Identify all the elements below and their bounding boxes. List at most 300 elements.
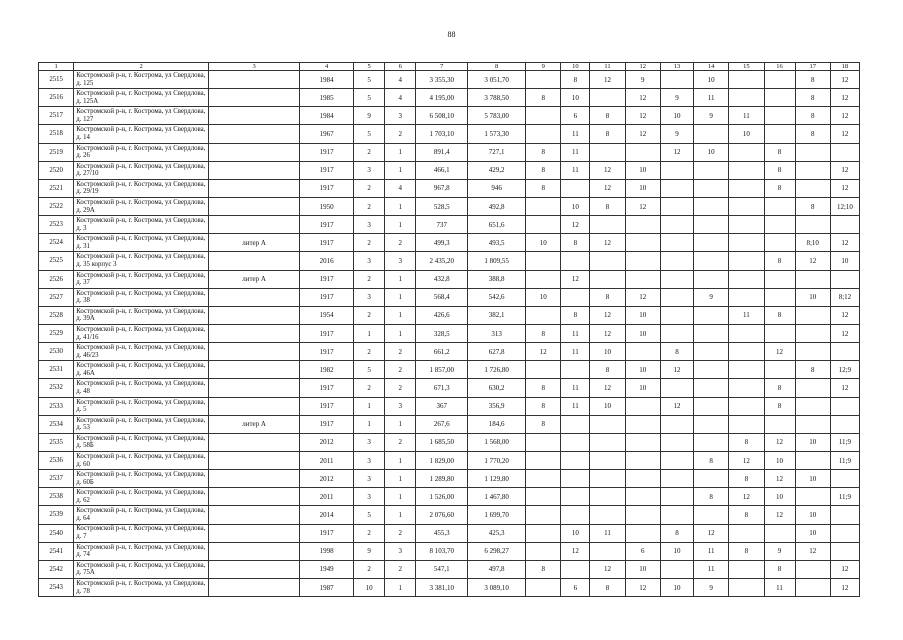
table-cell: 8 bbox=[561, 71, 590, 89]
table-cell: 8 bbox=[729, 542, 764, 560]
table-cell: 9 bbox=[660, 125, 693, 143]
table-cell: 11 bbox=[561, 397, 590, 415]
table-cell bbox=[729, 578, 764, 596]
table-cell bbox=[830, 143, 859, 161]
table-cell bbox=[660, 288, 693, 306]
address-cell: Костромской р-н, г. Кострома, ул Свердлова, д. 39А bbox=[74, 306, 209, 324]
table-cell bbox=[694, 415, 729, 433]
table-cell bbox=[208, 397, 299, 415]
row-number-cell: 2516 bbox=[39, 89, 74, 107]
table-cell: 2 bbox=[354, 197, 385, 215]
table-cell bbox=[208, 288, 299, 306]
table-cell bbox=[526, 524, 561, 542]
table-cell bbox=[660, 433, 693, 451]
address-cell: Костромской р-н, г. Кострома, ул Свердлова, д. 74 bbox=[74, 542, 209, 560]
table-cell bbox=[208, 89, 299, 107]
table-cell: 1985 bbox=[300, 89, 354, 107]
table-cell: 3 355,30 bbox=[416, 71, 468, 89]
column-header: 14 bbox=[694, 63, 729, 71]
table-cell: 6 298,27 bbox=[468, 542, 526, 560]
table-cell bbox=[729, 89, 764, 107]
table-cell: 12 bbox=[590, 379, 625, 397]
table-cell: 2 bbox=[354, 270, 385, 288]
table-cell bbox=[729, 234, 764, 252]
table-cell: 12 bbox=[764, 343, 795, 361]
table-cell: 10 bbox=[830, 252, 859, 270]
table-cell: 528,5 bbox=[416, 197, 468, 215]
table-row bbox=[39, 197, 860, 215]
row-number-cell: 2520 bbox=[39, 161, 74, 179]
table-cell: 12;10 bbox=[830, 197, 859, 215]
row-number-cell: 2521 bbox=[39, 179, 74, 197]
table-row bbox=[39, 343, 860, 361]
table-cell bbox=[830, 524, 859, 542]
table-cell: 627,8 bbox=[468, 343, 526, 361]
table-cell bbox=[729, 270, 764, 288]
table-cell: 1954 bbox=[300, 306, 354, 324]
table-cell: 1 568,00 bbox=[468, 433, 526, 451]
table-cell bbox=[694, 179, 729, 197]
table-cell: 493,5 bbox=[468, 234, 526, 252]
table-cell: 9 bbox=[660, 89, 693, 107]
table-cell: 1 bbox=[385, 578, 416, 596]
table-cell: 184,6 bbox=[468, 415, 526, 433]
table-cell: 3 bbox=[354, 451, 385, 469]
table-row bbox=[39, 433, 860, 451]
table-cell bbox=[729, 71, 764, 89]
address-cell: Костромской р-н, г. Кострома, ул Свердлова, д. 29/19 bbox=[74, 179, 209, 197]
table-cell: 1917 bbox=[300, 379, 354, 397]
table-cell: 1 467,80 bbox=[468, 488, 526, 506]
table-cell bbox=[660, 216, 693, 234]
table-cell: 1 bbox=[385, 306, 416, 324]
table-cell: 8 bbox=[526, 560, 561, 578]
table-cell bbox=[694, 506, 729, 524]
table-cell bbox=[208, 542, 299, 560]
table-cell bbox=[660, 270, 693, 288]
table-cell bbox=[830, 397, 859, 415]
table-cell: 651,6 bbox=[468, 216, 526, 234]
table-cell bbox=[590, 542, 625, 560]
row-number-cell: 2528 bbox=[39, 306, 74, 324]
table-cell: 8 bbox=[694, 451, 729, 469]
table-cell bbox=[729, 524, 764, 542]
column-header: 6 bbox=[385, 63, 416, 71]
table-cell: 547,1 bbox=[416, 560, 468, 578]
table-cell: 12 bbox=[660, 143, 693, 161]
table-cell bbox=[208, 324, 299, 342]
table-cell bbox=[795, 578, 830, 596]
row-number-cell: 2536 bbox=[39, 451, 74, 469]
table-cell bbox=[590, 89, 625, 107]
table-cell: 6 bbox=[561, 578, 590, 596]
table-cell: 1917 bbox=[300, 161, 354, 179]
table-cell: 6 bbox=[561, 107, 590, 125]
table-cell: 12 bbox=[590, 560, 625, 578]
table-cell: 12 bbox=[526, 343, 561, 361]
table-cell bbox=[729, 161, 764, 179]
row-number-cell: 2535 bbox=[39, 433, 74, 451]
table-cell: 8 bbox=[795, 107, 830, 125]
table-cell: 8 bbox=[764, 161, 795, 179]
table-cell: 3 bbox=[354, 252, 385, 270]
table-cell: 3 bbox=[354, 288, 385, 306]
table-cell bbox=[526, 270, 561, 288]
table-cell: 1984 bbox=[300, 71, 354, 89]
table-cell: 737 bbox=[416, 216, 468, 234]
table-cell: 1 bbox=[385, 270, 416, 288]
table-row bbox=[39, 361, 860, 379]
table-cell: 1917 bbox=[300, 524, 354, 542]
row-number-cell: 2534 bbox=[39, 415, 74, 433]
table-cell: 8 bbox=[729, 470, 764, 488]
table-cell: 8 bbox=[795, 125, 830, 143]
table-cell: 432,8 bbox=[416, 270, 468, 288]
column-header: 11 bbox=[590, 63, 625, 71]
table-cell bbox=[764, 524, 795, 542]
table-row bbox=[39, 270, 860, 288]
table-cell bbox=[561, 470, 590, 488]
table-cell: 10 bbox=[764, 488, 795, 506]
row-number-cell: 2518 bbox=[39, 125, 74, 143]
table-cell bbox=[208, 71, 299, 89]
table-cell: 5 783,00 bbox=[468, 107, 526, 125]
table-cell bbox=[694, 161, 729, 179]
column-header: 1 bbox=[39, 63, 74, 71]
table-cell: 425,3 bbox=[468, 524, 526, 542]
table-cell: литер А bbox=[208, 415, 299, 433]
table-row bbox=[39, 161, 860, 179]
address-cell: Костромской р-н, г. Кострома, ул Свердлова, д. 29А bbox=[74, 197, 209, 215]
table-cell: 3 381,10 bbox=[416, 578, 468, 596]
table-cell: 2 bbox=[354, 379, 385, 397]
table-cell: 2 bbox=[354, 234, 385, 252]
row-number-cell: 2532 bbox=[39, 379, 74, 397]
table-cell bbox=[729, 560, 764, 578]
address-cell: Костромской р-н, г. Кострома, ул Свердлова, д. 46А bbox=[74, 361, 209, 379]
address-cell: Костромской р-н, г. Кострома, ул Свердлова, д. 62 bbox=[74, 488, 209, 506]
table-cell: 8 bbox=[590, 197, 625, 215]
table-cell: 497,8 bbox=[468, 560, 526, 578]
table-cell: 3 bbox=[354, 433, 385, 451]
table-cell bbox=[561, 506, 590, 524]
table-cell: 3 bbox=[385, 397, 416, 415]
table-cell bbox=[561, 179, 590, 197]
table-cell bbox=[590, 143, 625, 161]
header-row bbox=[39, 63, 860, 71]
table-cell: 10 bbox=[625, 379, 660, 397]
table-cell: 10 bbox=[660, 578, 693, 596]
table-cell: 1 770,20 bbox=[468, 451, 526, 469]
table-cell: 12 bbox=[590, 234, 625, 252]
address-cell: Костромской р-н, г. Кострома, ул Свердлова, д. 38 bbox=[74, 288, 209, 306]
table-cell: 429,2 bbox=[468, 161, 526, 179]
table-cell bbox=[795, 343, 830, 361]
table-cell: 1 829,00 bbox=[416, 451, 468, 469]
table-row bbox=[39, 542, 860, 560]
table-cell bbox=[561, 451, 590, 469]
table-cell bbox=[729, 197, 764, 215]
table-cell: 1949 bbox=[300, 560, 354, 578]
table-cell: 8 bbox=[795, 361, 830, 379]
table-cell bbox=[764, 197, 795, 215]
table-cell: 1 bbox=[385, 216, 416, 234]
table-row bbox=[39, 415, 860, 433]
table-cell: 10 bbox=[660, 107, 693, 125]
table-cell: 2 bbox=[385, 560, 416, 578]
address-cell: Костромской р-н, г. Кострома, ул Свердлова, д. 46/23 bbox=[74, 343, 209, 361]
table-cell: 12 bbox=[830, 161, 859, 179]
table-cell bbox=[660, 560, 693, 578]
table-cell: 10 bbox=[526, 234, 561, 252]
table-cell bbox=[729, 343, 764, 361]
table-cell bbox=[590, 451, 625, 469]
table-row bbox=[39, 252, 860, 270]
table-cell: 12 bbox=[830, 578, 859, 596]
table-cell bbox=[625, 234, 660, 252]
table-cell bbox=[660, 306, 693, 324]
table-cell: 2014 bbox=[300, 506, 354, 524]
table-cell: 1917 bbox=[300, 288, 354, 306]
address-cell: Костромской р-н, г. Кострома, ул Свердлова, д. 75А bbox=[74, 560, 209, 578]
table-cell: 661,2 bbox=[416, 343, 468, 361]
table-cell: 367 bbox=[416, 397, 468, 415]
row-number-cell: 2529 bbox=[39, 324, 74, 342]
table-cell: 6 508,10 bbox=[416, 107, 468, 125]
table-cell: 1 bbox=[385, 143, 416, 161]
table-cell: 8;12 bbox=[830, 288, 859, 306]
column-header: 4 bbox=[300, 63, 354, 71]
table-cell: 10 bbox=[764, 451, 795, 469]
table-cell: 11;9 bbox=[830, 488, 859, 506]
table-cell: 11 bbox=[561, 343, 590, 361]
table-cell: 4 bbox=[385, 71, 416, 89]
table-cell: 4 195,00 bbox=[416, 89, 468, 107]
table-cell bbox=[660, 470, 693, 488]
table-cell: 11 bbox=[694, 89, 729, 107]
table-cell bbox=[208, 306, 299, 324]
table-cell: 466,1 bbox=[416, 161, 468, 179]
table-cell: 12 bbox=[764, 433, 795, 451]
column-header: 13 bbox=[660, 63, 693, 71]
table-cell: 10 bbox=[694, 71, 729, 89]
table-cell: 1 289,80 bbox=[416, 470, 468, 488]
table-cell: 1 857,00 bbox=[416, 361, 468, 379]
table-cell: 1917 bbox=[300, 216, 354, 234]
table-cell bbox=[729, 216, 764, 234]
table-cell bbox=[660, 197, 693, 215]
table-cell bbox=[561, 361, 590, 379]
table-cell: 388,8 bbox=[468, 270, 526, 288]
table-cell bbox=[208, 470, 299, 488]
table-cell bbox=[526, 107, 561, 125]
table-cell bbox=[625, 488, 660, 506]
table-cell: 2 bbox=[385, 361, 416, 379]
table-cell bbox=[764, 270, 795, 288]
table-cell: 12 bbox=[561, 542, 590, 560]
table-cell: 4 bbox=[385, 89, 416, 107]
table-cell: 5 bbox=[354, 89, 385, 107]
table-cell: 8 bbox=[764, 306, 795, 324]
column-header: 5 bbox=[354, 63, 385, 71]
table-cell: 10 bbox=[795, 288, 830, 306]
table-row bbox=[39, 288, 860, 306]
table-cell bbox=[660, 179, 693, 197]
table-cell: 8 bbox=[660, 524, 693, 542]
table-cell: 8 bbox=[764, 397, 795, 415]
table-cell bbox=[729, 143, 764, 161]
column-header: 9 bbox=[526, 63, 561, 71]
table-cell bbox=[660, 252, 693, 270]
table-cell: 8 bbox=[526, 179, 561, 197]
table-cell bbox=[694, 234, 729, 252]
table-cell bbox=[208, 433, 299, 451]
table-cell bbox=[625, 270, 660, 288]
table-row bbox=[39, 306, 860, 324]
table-cell: 8 bbox=[526, 143, 561, 161]
table-cell bbox=[795, 397, 830, 415]
table-cell: 3 bbox=[385, 252, 416, 270]
row-number-cell: 2543 bbox=[39, 578, 74, 596]
table-cell: 2 bbox=[385, 379, 416, 397]
table-cell bbox=[526, 506, 561, 524]
table-cell bbox=[764, 234, 795, 252]
table-cell bbox=[660, 161, 693, 179]
row-number-cell: 2524 bbox=[39, 234, 74, 252]
page-number: 88 bbox=[447, 30, 456, 39]
table-cell bbox=[764, 125, 795, 143]
table-cell: 2 bbox=[354, 560, 385, 578]
table-cell: 8 bbox=[590, 125, 625, 143]
table-cell bbox=[795, 488, 830, 506]
row-number-cell: 2519 bbox=[39, 143, 74, 161]
address-cell: Костромской р-н, г. Кострома, ул Свердлова, д. 78 bbox=[74, 578, 209, 596]
table-row bbox=[39, 524, 860, 542]
table-cell bbox=[795, 306, 830, 324]
table-row bbox=[39, 143, 860, 161]
table-cell bbox=[590, 433, 625, 451]
table-cell: 1917 bbox=[300, 179, 354, 197]
table-cell bbox=[526, 252, 561, 270]
table-cell: 12 bbox=[561, 216, 590, 234]
column-header: 18 bbox=[830, 63, 859, 71]
table-cell: 8 bbox=[590, 107, 625, 125]
table-cell bbox=[590, 470, 625, 488]
table-cell: 12 bbox=[830, 560, 859, 578]
table-cell: 9 bbox=[764, 542, 795, 560]
table-cell: 1 526,00 bbox=[416, 488, 468, 506]
table-cell bbox=[526, 71, 561, 89]
table-cell: 1 bbox=[385, 161, 416, 179]
table-cell: 1998 bbox=[300, 542, 354, 560]
table-cell: 11 bbox=[561, 161, 590, 179]
table-cell bbox=[795, 161, 830, 179]
table-cell bbox=[830, 506, 859, 524]
table-cell: 1 bbox=[385, 288, 416, 306]
table-cell: 12 bbox=[660, 361, 693, 379]
table-cell: 1 809,55 bbox=[468, 252, 526, 270]
table-cell bbox=[795, 324, 830, 342]
table-cell bbox=[830, 270, 859, 288]
table-cell: 3 bbox=[385, 542, 416, 560]
table-cell: 8 bbox=[561, 234, 590, 252]
table-cell bbox=[729, 179, 764, 197]
table-cell bbox=[764, 361, 795, 379]
table-cell: 11 bbox=[694, 542, 729, 560]
table-cell bbox=[764, 415, 795, 433]
address-cell: Костромской р-н, г. Кострома, ул Свердлова, д. 37 bbox=[74, 270, 209, 288]
table-row bbox=[39, 324, 860, 342]
table-cell bbox=[590, 488, 625, 506]
table-cell: 1 bbox=[385, 197, 416, 215]
table-cell: 8 bbox=[526, 89, 561, 107]
table-cell: 3 bbox=[354, 216, 385, 234]
table-cell bbox=[729, 288, 764, 306]
table-cell bbox=[694, 306, 729, 324]
table-cell: 630,2 bbox=[468, 379, 526, 397]
address-cell: Костромской р-н, г. Кострома, ул Свердлова, д. 31 bbox=[74, 234, 209, 252]
table-cell bbox=[660, 506, 693, 524]
row-number-cell: 2515 bbox=[39, 71, 74, 89]
table-cell: 8 bbox=[694, 488, 729, 506]
address-cell: Костромской р-н, г. Кострома, ул Свердлова, д. 7 bbox=[74, 524, 209, 542]
table-cell bbox=[561, 433, 590, 451]
table-cell: 10 bbox=[795, 433, 830, 451]
table-cell: 12 bbox=[590, 71, 625, 89]
table-cell: 3 bbox=[354, 470, 385, 488]
table-cell bbox=[625, 415, 660, 433]
row-number-cell: 2531 bbox=[39, 361, 74, 379]
table-cell bbox=[208, 216, 299, 234]
table-row bbox=[39, 578, 860, 596]
table-cell bbox=[561, 560, 590, 578]
table-cell: 946 bbox=[468, 179, 526, 197]
table-cell: 1 bbox=[354, 415, 385, 433]
table-cell bbox=[795, 415, 830, 433]
table-cell bbox=[208, 560, 299, 578]
table-cell: 9 bbox=[625, 71, 660, 89]
table-cell bbox=[590, 270, 625, 288]
table-cell: 9 bbox=[694, 288, 729, 306]
table-cell: 12 bbox=[625, 125, 660, 143]
table-cell: 10 bbox=[729, 125, 764, 143]
table-cell: 313 bbox=[468, 324, 526, 342]
table-cell: 12 bbox=[830, 125, 859, 143]
table-cell bbox=[526, 306, 561, 324]
row-number-cell: 2538 bbox=[39, 488, 74, 506]
table-cell: 2 bbox=[354, 524, 385, 542]
table-cell bbox=[694, 324, 729, 342]
table-row bbox=[39, 397, 860, 415]
table-cell: 8 bbox=[526, 415, 561, 433]
table-cell: 9 bbox=[694, 578, 729, 596]
address-cell: Костромской р-н, г. Кострома, ул Свердлова, д. 14 bbox=[74, 125, 209, 143]
table-cell: 5 bbox=[354, 71, 385, 89]
address-cell: Костромской р-н, г. Кострома, ул Свердлова, д. 35 корпус 3 bbox=[74, 252, 209, 270]
table-cell bbox=[795, 143, 830, 161]
table-cell bbox=[208, 379, 299, 397]
table-cell: 12 bbox=[764, 506, 795, 524]
table-cell: 1 726,80 bbox=[468, 361, 526, 379]
table-cell bbox=[830, 216, 859, 234]
table-cell: 1 bbox=[385, 506, 416, 524]
table-cell: 9 bbox=[354, 542, 385, 560]
table-cell: 9 bbox=[354, 107, 385, 125]
table-cell bbox=[694, 270, 729, 288]
address-cell: Костромской р-н, г. Кострома, ул Свердлова, д. 125А bbox=[74, 89, 209, 107]
table-cell: 12 bbox=[830, 234, 859, 252]
table-cell: 1 bbox=[385, 451, 416, 469]
